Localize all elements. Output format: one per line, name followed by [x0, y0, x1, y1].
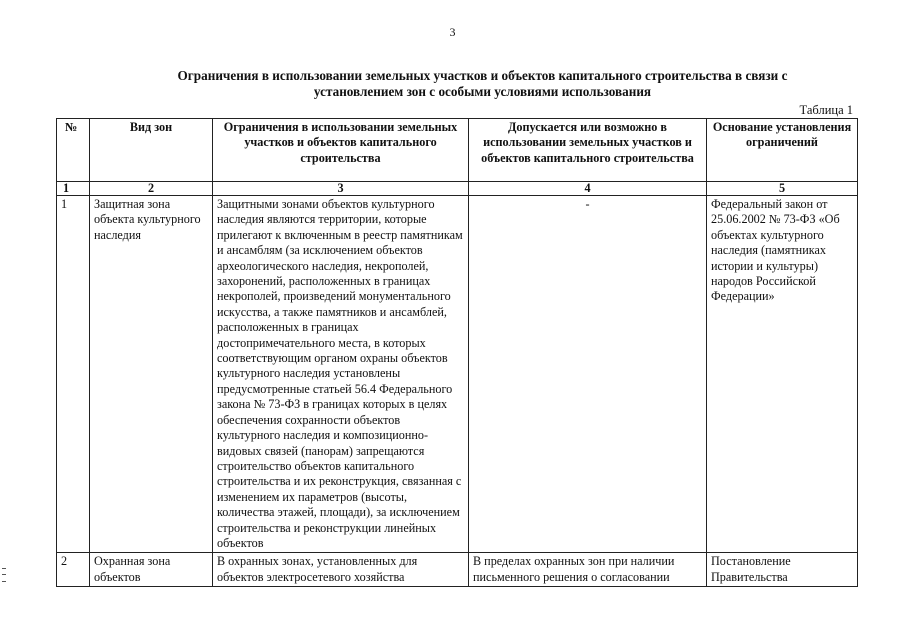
column-number: 1 — [57, 182, 90, 196]
column-number: 4 — [469, 182, 707, 196]
header-number: № — [57, 119, 90, 182]
zone-type-cell: Защитная зона объекта культурного наследия — [90, 196, 213, 553]
column-number: 5 — [707, 182, 858, 196]
header-allowed: Допускается или возможно в использовании земельных участков и объектов капитального строительства — [469, 119, 707, 182]
column-number: 3 — [213, 182, 469, 196]
zone-type-cell: Охранная зона объектов — [90, 553, 213, 587]
document-title — [60, 68, 905, 100]
row-number: 2 — [57, 553, 90, 587]
allowed-cell: - — [469, 196, 707, 553]
column-numbering-row — [57, 182, 858, 196]
header-restrictions: Ограничения в использовании земельных участков и объектов капитального строительства — [213, 119, 469, 182]
allowed-cell: В пределах охранных зон при наличии письменного решения о согласовании — [469, 553, 707, 587]
restrictions-table — [56, 118, 858, 587]
restrictions-cell: В охранных зонах, установленных для объектов электросетевого хозяйства — [213, 553, 469, 587]
page-number: 3 — [449, 25, 456, 39]
table-label: Таблица 1 — [799, 103, 853, 117]
title-line-2: установлением зон с особыми условиями использования — [313, 84, 652, 99]
margin-mark — [2, 568, 6, 582]
header-basis: Основание установления ограничений — [707, 119, 858, 182]
row-number: 1 — [57, 196, 90, 553]
restrictions-cell: Защитными зонами объектов культурного наследия являются территории, которые прилегают к включенным в реестр памятникам и ансамблям (за исключением объектов археологического наследия, некрополей, захоронений, расположенных в границах некрополей, произведений монументального искусства, а также памятников и ансамблей, расположенных в границах достопримечательного места, в которых соответствующим органом охраны объектов культурного наследия установлены предусмотренные статьей 56.4 Федерального закона № 73-ФЗ в границах которых в целях обеспечения сохранности объектов культурного наследия и композиционно-видовых связей (панорам) запрещаются строительство объектов капитального строительства и их реконструкция, связанная с изменением их параметров (высоты, количества этажей, площади), за исключением строительства и реконструкции линейных объектов — [213, 196, 469, 553]
column-number: 2 — [90, 182, 213, 196]
title-line-1: Ограничения в использовании земельных участков и объектов капитального строительства в связи с — [177, 68, 788, 83]
basis-cell: Постановление Правительства — [707, 553, 858, 587]
basis-cell: Федеральный закон от 25.06.2002 № 73-ФЗ «Об объектах культурного наследия (памятниках истории и культуры) народов Российской Федерации» — [707, 196, 858, 553]
table-row — [57, 553, 858, 587]
table-row — [57, 196, 858, 553]
table-header-row — [57, 119, 858, 182]
header-zone-type: Вид зон — [90, 119, 213, 182]
